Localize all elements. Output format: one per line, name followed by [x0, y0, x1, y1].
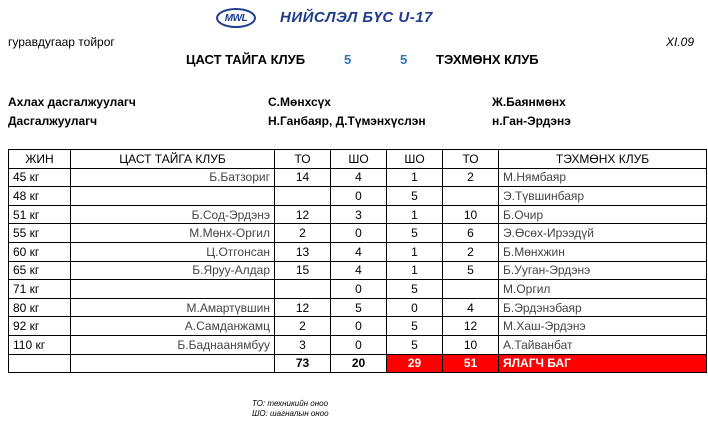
header-weight: ЖИН — [9, 150, 71, 169]
sho-left: 4 — [331, 261, 387, 280]
right-wrestler: М.Оргил — [499, 280, 707, 299]
to-right: 12 — [443, 317, 499, 336]
to-left: 3 — [275, 335, 331, 354]
sho-right: 1 — [387, 168, 443, 187]
right-wrestler: А.Тайванбат — [499, 335, 707, 354]
weight-cell: 110 кг — [9, 335, 71, 354]
sho-left: 0 — [331, 280, 387, 299]
to-left: 12 — [275, 298, 331, 317]
totals-row — [9, 354, 707, 373]
team-left-name: ЦАСТ ТАЙГА КЛУБ — [186, 52, 306, 67]
sho-left: 0 — [331, 335, 387, 354]
to-right — [443, 280, 499, 299]
to-left: 12 — [275, 205, 331, 224]
right-wrestler: Б.Эрдэнэбаяр — [499, 298, 707, 317]
to-right: 5 — [443, 261, 499, 280]
league-title: НИЙСЛЭЛ БҮС U-17 — [280, 9, 433, 26]
to-left: 2 — [275, 224, 331, 243]
team-right-score: 5 — [400, 52, 408, 67]
to-right: 10 — [443, 205, 499, 224]
weight-cell: 71 кг — [9, 280, 71, 299]
header-sho-right: ШО — [387, 150, 443, 169]
sho-right: 1 — [387, 261, 443, 280]
weight-cell: 92 кг — [9, 317, 71, 336]
right-wrestler: М.Хаш-Эрдэнэ — [499, 317, 707, 336]
logo-text: MWL — [224, 12, 248, 24]
team-right-name: ТЭХМӨНХ КЛУБ — [436, 52, 539, 67]
weight-cell: 80 кг — [9, 298, 71, 317]
left-wrestler: М.Амартүвшин — [71, 298, 275, 317]
header-sho-left: ШО — [331, 150, 387, 169]
to-left — [275, 187, 331, 206]
to-left: 2 — [275, 317, 331, 336]
left-wrestler — [71, 280, 275, 299]
assistant-coach-right: н.Ган-Эрдэнэ — [492, 114, 571, 128]
sho-right: 5 — [387, 280, 443, 299]
sho-right: 5 — [387, 224, 443, 243]
head-coach-right: Ж.Баянмөнх — [492, 95, 566, 109]
table-row — [9, 224, 707, 243]
left-wrestler: М.Мөнх-Оргил — [71, 224, 275, 243]
right-wrestler: Б.Мөнхжин — [499, 242, 707, 261]
sho-right: 5 — [387, 335, 443, 354]
to-right — [443, 187, 499, 206]
to-left: 14 — [275, 168, 331, 187]
table-row — [9, 335, 707, 354]
table-row — [9, 168, 707, 187]
totals-empty-left — [71, 354, 275, 373]
total-to-left: 73 — [275, 354, 331, 373]
total-to-right: 51 — [443, 354, 499, 373]
left-wrestler: Б.Батзориг — [71, 168, 275, 187]
totals-empty-weight — [9, 354, 71, 373]
weight-cell: 60 кг — [9, 242, 71, 261]
sho-right: 1 — [387, 205, 443, 224]
to-left: 15 — [275, 261, 331, 280]
to-right: 10 — [443, 335, 499, 354]
weight-cell: 55 кг — [9, 224, 71, 243]
sho-left: 0 — [331, 224, 387, 243]
sho-left: 4 — [331, 242, 387, 261]
table-row — [9, 261, 707, 280]
right-wrestler: М.Нямбаяр — [499, 168, 707, 187]
total-sho-left: 20 — [331, 354, 387, 373]
to-right: 2 — [443, 168, 499, 187]
left-wrestler: Б.Сод-Эрдэнэ — [71, 205, 275, 224]
winner-label: ЯЛАГЧ БАГ — [499, 354, 707, 373]
table-row — [9, 280, 707, 299]
table-row — [9, 187, 707, 206]
legend-sho: ШО: шагналын оноо — [252, 409, 329, 418]
to-right: 4 — [443, 298, 499, 317]
to-right: 2 — [443, 242, 499, 261]
sho-left: 3 — [331, 205, 387, 224]
to-left: 13 — [275, 242, 331, 261]
weight-cell: 45 кг — [9, 168, 71, 187]
header-team-left: ЦАСТ ТАЙГА КЛУБ — [71, 150, 275, 169]
left-wrestler: Б.Баднаанямбуу — [71, 335, 275, 354]
weight-cell: 51 кг — [9, 205, 71, 224]
left-wrestler: Б.Яруу-Алдар — [71, 261, 275, 280]
sho-left: 0 — [331, 317, 387, 336]
to-left — [275, 280, 331, 299]
table-row — [9, 205, 707, 224]
sho-left: 0 — [331, 187, 387, 206]
league-logo — [216, 8, 256, 28]
match-date: XI.09 — [665, 35, 694, 49]
team-left-score: 5 — [344, 52, 352, 67]
sho-left: 4 — [331, 168, 387, 187]
to-right: 6 — [443, 224, 499, 243]
head-coach-label: Ахлах дасгалжуулагч — [8, 95, 136, 109]
weight-cell: 65 кг — [9, 261, 71, 280]
sho-left: 5 — [331, 298, 387, 317]
weight-cell: 48 кг — [9, 187, 71, 206]
right-wrestler: Э.Өсөх-Ирээдүй — [499, 224, 707, 243]
legend-to: ТО: техникийн оноо — [252, 399, 329, 408]
table-row — [9, 317, 707, 336]
assistant-coach-label: Дасгалжуулагч — [8, 114, 98, 128]
left-wrestler: Ц.Отгонсан — [71, 242, 275, 261]
header-team-right: ТЭХМӨНХ КЛУБ — [499, 150, 707, 169]
table-row — [9, 298, 707, 317]
sho-right: 1 — [387, 242, 443, 261]
sho-right: 5 — [387, 187, 443, 206]
round-label: гуравдугаар тойрог — [8, 35, 115, 49]
table-header-row — [9, 150, 707, 169]
right-wrestler: Э.Түвшинбаяр — [499, 187, 707, 206]
header-to-right: ТО — [443, 150, 499, 169]
right-wrestler: Б.Очир — [499, 205, 707, 224]
assistant-coach-left: Н.Ганбаяр, Д.Түмэнхүслэн — [268, 114, 426, 128]
sho-right: 5 — [387, 317, 443, 336]
header-to-left: ТО — [275, 150, 331, 169]
left-wrestler: А.Самданжамц — [71, 317, 275, 336]
head-coach-left: С.Мөнхсүх — [268, 95, 331, 109]
table-row — [9, 242, 707, 261]
results-table — [8, 149, 707, 373]
sho-right: 0 — [387, 298, 443, 317]
left-wrestler — [71, 187, 275, 206]
total-sho-right: 29 — [387, 354, 443, 373]
right-wrestler: Б.Ууган-Эрдэнэ — [499, 261, 707, 280]
